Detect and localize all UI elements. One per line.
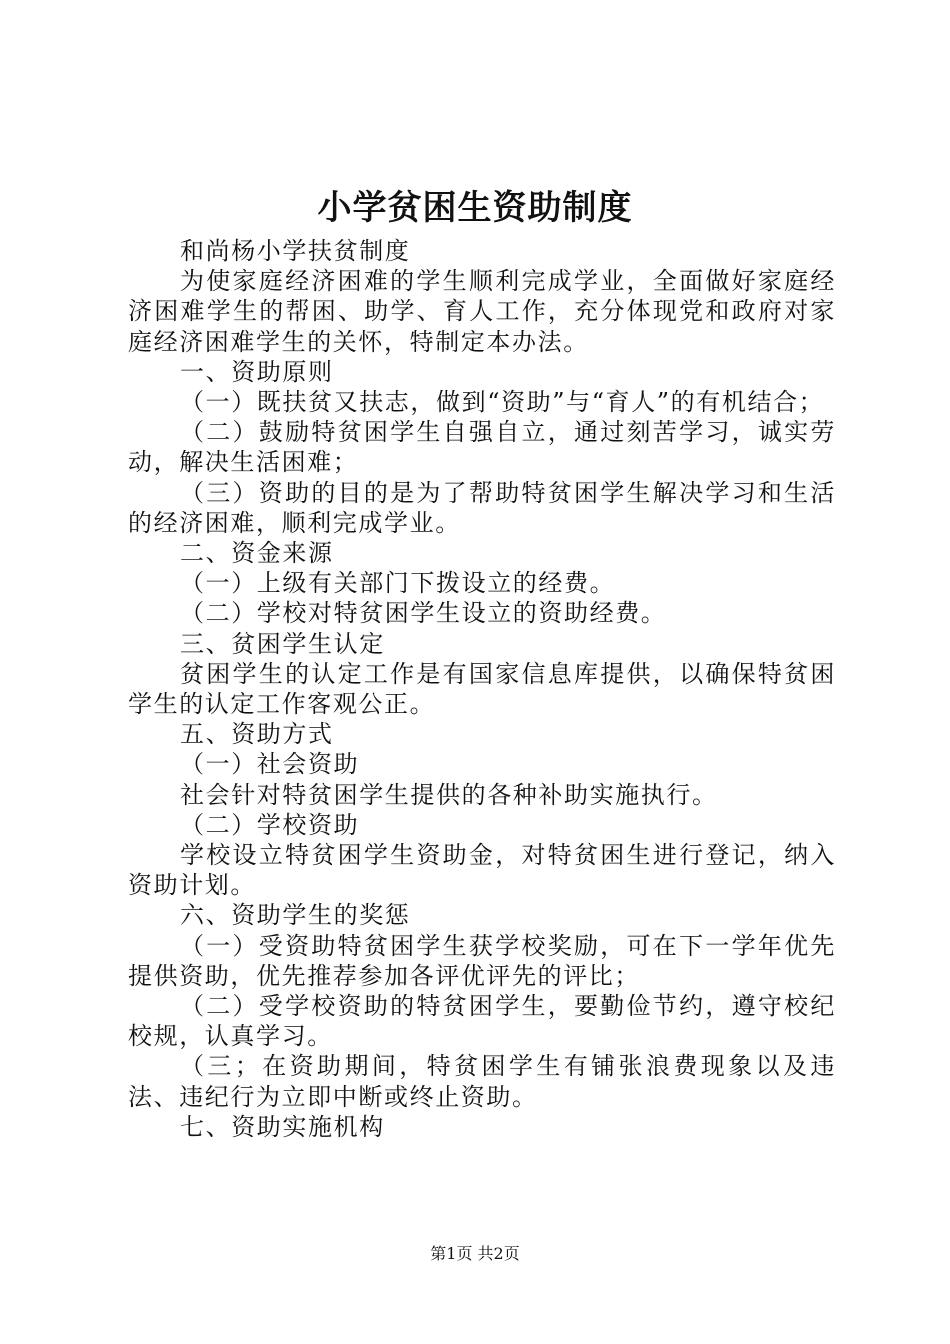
paragraph-principle-3: （三）资助的目的是为了帮助特贫困学生解决学习和生活的经济困难，顺利完成学业。 [128, 478, 836, 537]
document-body [128, 236, 836, 1142]
page-number-footer: 第1页 共2页 [430, 1244, 520, 1263]
paragraph-funding-1: （一）上级有关部门下拨设立的经费。 [180, 569, 616, 598]
section-heading-rewards: 六、资助学生的奖惩 [180, 901, 411, 930]
paragraph-method-2: 学校设立特贫困学生资助金，对特贫困生进行登记，纳入资助计划。 [128, 841, 836, 900]
paragraph-reward-2: （二）受学校资助的特贫困学生，要勤俭节约，遵守校纪校规，认真学习。 [128, 992, 836, 1051]
section-heading-methods: 五、资助方式 [180, 720, 334, 749]
paragraph-funding-2: （二）学校对特贫困学生设立的资助经费。 [180, 599, 667, 628]
paragraph-method-2-heading: （二）学校资助 [180, 810, 360, 839]
section-heading-principles: 一、资助原则 [180, 357, 334, 386]
paragraph-reward-3: （三；在资助期间，特贫困学生有铺张浪费现象以及违法、违纪行为立即中断或终止资助。 [128, 1052, 836, 1111]
paragraph-reward-1: （一）受资助特贫困学生获学校奖励，可在下一学年优先提供资助，优先推荐参加各评优评先的评比； [128, 931, 836, 990]
paragraph-school-name: 和尚杨小学扶贫制度 [180, 237, 411, 265]
paragraph-method-1-heading: （一）社会资助 [180, 750, 360, 779]
section-heading-funding: 二、资金来源 [180, 539, 334, 568]
paragraph-principle-1: （一）既扶贫又扶志，做到“资助”与“育人”的有机结合； [180, 388, 825, 417]
document-title: 小学贫困生资助制度 [317, 188, 633, 228]
paragraph-intro: 为使家庭经济困难的学生顺利完成学业，全面做好家庭经济困难学生的帮困、助学、育人工作，充分体现党和政府对家庭经济困难学生的关怀，特制定本办法。 [128, 267, 836, 356]
paragraph-method-1: 社会针对特贫困学生提供的各种补助实施执行。 [180, 780, 718, 809]
section-heading-agency: 七、资助实施机构 [180, 1112, 385, 1141]
section-heading-identification: 三、贫困学生认定 [180, 629, 385, 658]
paragraph-principle-2: （二）鼓励特贫困学生自强自立，通过刻苦学习，诚实劳动，解决生活困难； [128, 418, 836, 477]
paragraph-identification: 贫困学生的认定工作是有国家信息库提供，以确保特贫困学生的认定工作客观公正。 [128, 659, 836, 719]
